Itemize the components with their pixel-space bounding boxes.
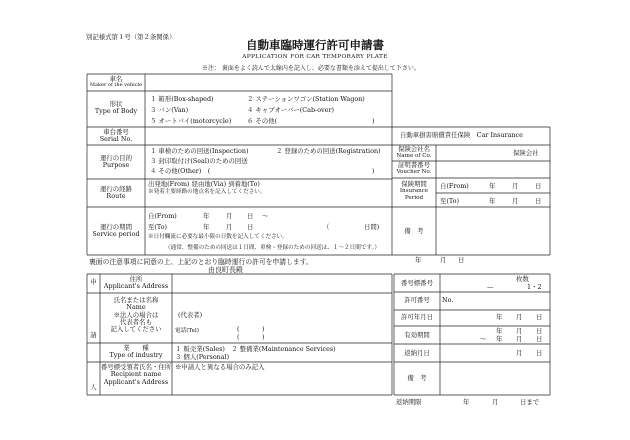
tel-paren-close-2: ) <box>262 333 265 341</box>
body-option-motorcycle[interactable]: ５ オートバイ(motorcycle) <box>150 117 232 125</box>
body-option-van[interactable]: ３ バン(Van) <box>150 106 189 114</box>
route-label: 運行の経路 Route <box>100 185 132 201</box>
recipient-label: 番号標受領者氏名・住所 Recipient name Applicant's Address <box>100 363 172 386</box>
valid-to-day: 日 <box>536 335 543 343</box>
voucher-field[interactable] <box>437 162 549 177</box>
valid-from-month: 月 <box>516 327 523 335</box>
representative-label: (代表者) <box>178 311 203 319</box>
valid-from-year: 年 <box>496 327 503 335</box>
insurance-header: 自動車損害賠償責任保険 Car Insurance <box>400 131 523 139</box>
return-deadline-label: 返納期限 <box>396 398 422 406</box>
insurance-to-day: 日 <box>535 197 542 205</box>
insurance-remarks-label: 備 考 <box>404 227 424 235</box>
declaration-month: 月 <box>440 256 447 264</box>
route-field[interactable] <box>146 196 391 206</box>
purpose-option-registration[interactable]: ２ 登録のための回送(Registration) <box>276 147 381 155</box>
purpose-option-other[interactable]: ４ その他(Other) ( <box>150 167 211 175</box>
body-option-other[interactable]: ６ その他( <box>247 117 278 125</box>
permit-date-year: 年 <box>496 313 503 321</box>
applicant-name-field[interactable] <box>200 296 390 310</box>
form-number: 別記様式第１号（第２条関係） <box>86 33 176 41</box>
page-title: 自動車臨時運行許可申請書 <box>246 38 384 52</box>
purpose-option-inspection[interactable]: １ 車検のための回送(Inspection) <box>150 147 249 155</box>
applicant-name-label: 氏名または名称 Name ※法人の場合は 代表者名も 記入してください <box>110 296 162 334</box>
office-remarks-label: 備 考 <box>407 374 427 382</box>
permit-number-label: 許可番号 <box>404 296 430 304</box>
permit-date-month: 月 <box>516 313 523 321</box>
route-note: ※発着主要経路の地点名を記入してください。 <box>148 189 266 195</box>
period-from-day: 日 <box>247 212 254 220</box>
tel-paren-close-1: ) <box>262 325 265 333</box>
declaration-day: 日 <box>458 256 465 264</box>
serial-label: 車台番号 Serial No. <box>99 128 133 144</box>
period-note-usual: （通常、整備のための回送は１日間、車検・登録のための回送は、１〜２日間です。） <box>165 245 380 251</box>
applicant-address-label: 住所 Applicant's Address <box>103 275 169 291</box>
valid-period-label: 有効期間 <box>404 331 430 339</box>
tel-paren-open-2: ( <box>237 333 240 341</box>
deadline-year: 年 <box>463 398 470 406</box>
maker-label: 車名 Maker of the vehicle <box>89 75 143 89</box>
insurance-period-label: 保険期間 Insurance Period <box>399 180 429 201</box>
period-to-year: 年 <box>203 223 210 231</box>
permit-number-prefix: No. <box>442 296 454 304</box>
period-to-label: 至(To) <box>148 223 167 231</box>
body-option-wagon[interactable]: ２ ステーションワゴン(Station Wagon) <box>247 95 365 103</box>
applicant-address-field[interactable] <box>173 275 391 292</box>
period-days-open: （ <box>323 223 330 231</box>
period-tilde: 〜 <box>262 212 269 220</box>
body-type-label: 形状 Type of Body <box>94 100 138 116</box>
applicant-side-2: 請 <box>90 331 97 339</box>
route-header: 出発地(From) 経由地(Via) 到着地(To) <box>148 180 260 188</box>
industry-options-2[interactable]: ３ 個人(Personal) <box>175 353 230 361</box>
declaration-year: 年 <box>415 256 422 264</box>
applicant-side-3: 人 <box>90 383 97 391</box>
insurance-company-label: 保険会社名 Name of Co. <box>396 145 432 160</box>
sheets-label: 枚数 <box>516 275 529 283</box>
valid-to-year: 年 <box>496 335 503 343</box>
period-from-month: 月 <box>226 212 233 220</box>
valid-to-month: 月 <box>516 335 523 343</box>
return-date-month: 月 <box>516 349 523 357</box>
insurance-to-year: 年 <box>489 197 496 205</box>
insurance-from-label: 自(From) <box>440 182 469 190</box>
voucher-label: 証明書番号 Voucher No. <box>396 161 432 176</box>
industry-label: 業 種 Type of industry <box>109 344 163 360</box>
instruction-note: ※注： 裏面をよく読んで太線内を記入し、必要な書類を添えて提出して下さい。 <box>202 65 420 72</box>
body-option-cabover[interactable]: ４ キャブオーバー(Cab-over) <box>247 106 335 114</box>
insurance-from-day: 日 <box>535 182 542 190</box>
deadline-until: 日まで <box>520 398 540 406</box>
period-to-day: 日 <box>247 223 254 231</box>
declaration-text: 裏面の注意事項に同意の上、上記のとおり臨時運行の許可を申請します。 <box>89 258 313 266</box>
permit-date-day: 日 <box>536 313 543 321</box>
body-other-close: ) <box>372 117 375 125</box>
insurance-to-label: 至(To) <box>440 197 459 205</box>
period-from-year: 年 <box>203 212 210 220</box>
applicant-side-1: 申 <box>90 278 97 286</box>
page-subtitle: APPLICATION FOR CAR TEMPORARY PLATE <box>242 54 388 60</box>
return-date-label: 返納月日 <box>404 349 430 357</box>
purpose-label: 運行の目的 Purpose <box>100 154 132 170</box>
insurance-company-suffix: 保険会社 <box>513 149 539 157</box>
valid-tilde: 〜 <box>480 335 487 343</box>
serial-field[interactable] <box>146 128 391 144</box>
period-to-month: 月 <box>226 223 233 231</box>
plate-dash: — <box>487 283 494 291</box>
insurance-to-month: 月 <box>512 197 519 205</box>
insurance-from-year: 年 <box>489 182 496 190</box>
tel-paren-open-1: ( <box>237 325 240 333</box>
body-option-box[interactable]: １ 箱形(Box-shaped) <box>150 95 214 103</box>
recipient-field[interactable] <box>173 373 391 394</box>
tel-label: 電話(Tel) <box>175 328 199 334</box>
recipient-note: ※申請人と異なる場合のみ記入 <box>175 363 265 371</box>
period-from-label: 自(From) <box>148 212 177 220</box>
period-note: ※日付欄流に必要な最小限の日数を記入してください。 <box>148 234 288 240</box>
period-days: 日間) <box>364 223 380 231</box>
purpose-option-seal[interactable]: ３ 封印取付け(Seal)のための回送 <box>150 157 248 165</box>
addressee: 由良町長殿 <box>208 266 243 274</box>
permit-date-label: 許可年月日 <box>401 313 433 321</box>
plate-number-label: 番号標番号 <box>401 279 433 287</box>
sheets-value: 1・2 <box>527 283 542 291</box>
deadline-month: 月 <box>492 398 499 406</box>
period-label: 運行の期間 Service period <box>92 223 140 239</box>
industry-options-1[interactable]: １ 販売業(Sales) ２ 整備業(Maintenance Services) <box>175 345 336 353</box>
return-date-day: 日 <box>536 349 543 357</box>
valid-from-day: 日 <box>536 327 543 335</box>
purpose-other-close: ) <box>372 167 375 175</box>
maker-field[interactable] <box>146 75 391 90</box>
insurance-from-month: 月 <box>512 182 519 190</box>
